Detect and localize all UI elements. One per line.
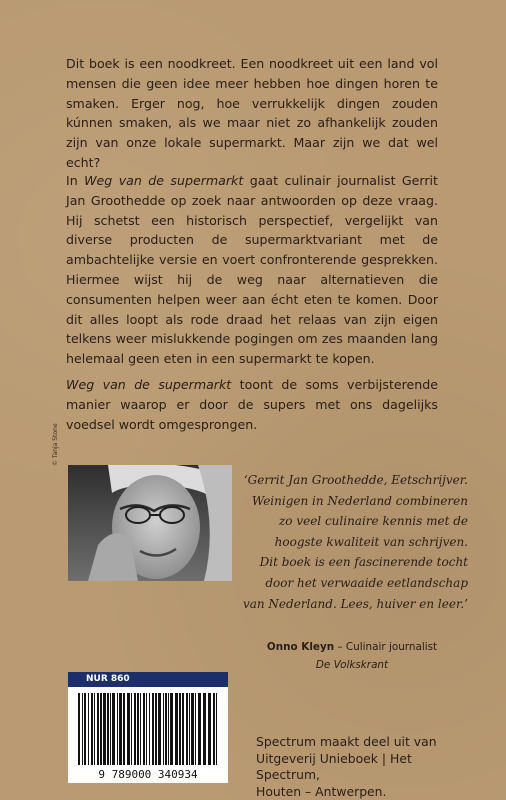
barcode-bar xyxy=(84,693,86,765)
publisher-line: Uitgeverij Unieboek | Het Spectrum, xyxy=(256,750,412,783)
barcode-bar xyxy=(146,693,147,765)
barcode-bar xyxy=(117,693,118,765)
barcode-bar xyxy=(195,693,196,765)
quote-line: door het verwaaide eetlandschap xyxy=(265,575,468,590)
quote-line: zo veel culinaire kennis met de xyxy=(278,514,468,529)
barcode-bar xyxy=(163,693,164,765)
blurb-paragraph-1 xyxy=(66,54,438,173)
barcode-bar xyxy=(103,693,106,765)
review-quote xyxy=(236,470,468,614)
quote-author: Onno Kleyn xyxy=(266,641,335,653)
publisher-line: Houten – Antwerpen. xyxy=(256,783,387,799)
publisher-info xyxy=(256,734,476,800)
blurb-paragraph-2 xyxy=(66,171,438,369)
quote-publication: De Volkskrant xyxy=(315,659,389,671)
isbn-barcode xyxy=(68,687,228,783)
quote-line: Weinigen in Nederland combineren xyxy=(251,493,468,508)
barcode-bar xyxy=(175,693,178,765)
barcode-bar xyxy=(213,693,215,765)
barcode-bar xyxy=(110,693,111,765)
quote-author-role: – Culinair journalist xyxy=(334,641,438,653)
barcode-bar xyxy=(112,693,115,765)
barcode-bar xyxy=(208,693,211,765)
barcode-bar xyxy=(158,693,161,765)
book-title-inline: Weg van de supermarkt xyxy=(84,173,244,188)
barcode-bar xyxy=(123,693,125,765)
blurb-paragraph-3 xyxy=(66,375,438,434)
barcode-bar xyxy=(82,693,83,765)
barcode-bar xyxy=(100,693,102,765)
barcode-bar xyxy=(134,693,136,765)
barcode-bar xyxy=(191,693,194,765)
blurb-text-2: gaat culinair journalist Gerrit Jan Groothedde op zoek naar antwoorden op deze vraag. Hij schetst een historisch perspectief, vergelijkt van diverse producten de supermarktvariant met de ambachtelijke versie en voert confronterende gesprekken. Hiermee wijst hij de weg naar alternatieven die consumenten helpen weer aan écht eten te komen. Door dit alles loopt als rode draad het relaas van zijn eigen telkens weer mislukkende pogingen om zes maanden lang helemaal geen eten in een supermarkt te kopen. xyxy=(66,173,438,367)
barcode-bar xyxy=(97,693,99,765)
barcode-bar xyxy=(168,693,169,765)
nur-label: NUR 860 xyxy=(68,672,228,687)
barcode-bar xyxy=(216,693,217,765)
author-portrait-image xyxy=(68,465,232,581)
barcode-bar xyxy=(88,693,89,765)
photo-credit: © Tanja Stone xyxy=(52,423,59,466)
quote-line: Dit boek is een fascinerende tocht xyxy=(259,555,468,570)
barcode-bar xyxy=(107,693,109,765)
blurb-text-3: toont de soms verbijsterende manier waarop er door de supers met ons dagelijks voedsel wordt omgesprongen. xyxy=(66,377,438,432)
publisher-line: Spectrum maakt deel uit van xyxy=(256,734,437,749)
barcode-bar xyxy=(170,693,173,765)
book-title-inline: Weg van de supermarkt xyxy=(66,377,232,392)
barcode-graphic xyxy=(68,687,228,783)
barcode-bar xyxy=(186,693,188,765)
barcode-bar xyxy=(198,693,201,765)
barcode-bar xyxy=(149,693,150,765)
barcode-bar xyxy=(127,693,130,765)
quote-line: van Nederland. Lees, huiver en leer.’ xyxy=(242,596,468,611)
barcode-bar xyxy=(165,693,167,765)
barcode-bar xyxy=(94,693,95,765)
barcode-bar xyxy=(182,693,184,765)
barcode-bar xyxy=(189,693,190,765)
barcode-bar xyxy=(131,693,132,765)
barcode-bar xyxy=(203,693,206,765)
barcode-bar xyxy=(78,693,80,765)
blurb-text-1: Dit boek is een noodkreet. Een noodkreet uit een land vol mensen die geen idee meer hebben hoe dingen horen te smaken. Erger nog, hoe verrukkelijk dingen zouden kúnnen smaken, als we maar niet zo afhankelijk zouden zijn van onze lokale supermarkt. Maar zijn we dat wel echt? xyxy=(66,56,438,170)
barcode-bar xyxy=(137,693,139,765)
barcode-bar xyxy=(91,693,93,765)
barcode-bar xyxy=(143,693,145,765)
quote-line: ‘Gerrit Jan Groothedde, Eetschrijver. xyxy=(243,473,468,487)
barcode-bar xyxy=(152,693,154,765)
quote-attribution xyxy=(236,638,468,674)
isbn-digits: 9 789000 340934 xyxy=(98,768,198,781)
author-photo xyxy=(68,465,232,581)
barcode-bar xyxy=(140,693,141,765)
barcode-bar xyxy=(179,693,181,765)
blurb-text-2-prefix: In xyxy=(66,173,85,188)
quote-line: hoogste kwaliteit van schrijven. xyxy=(274,534,468,549)
barcode-bar xyxy=(119,693,122,765)
barcode-bar xyxy=(155,693,157,765)
